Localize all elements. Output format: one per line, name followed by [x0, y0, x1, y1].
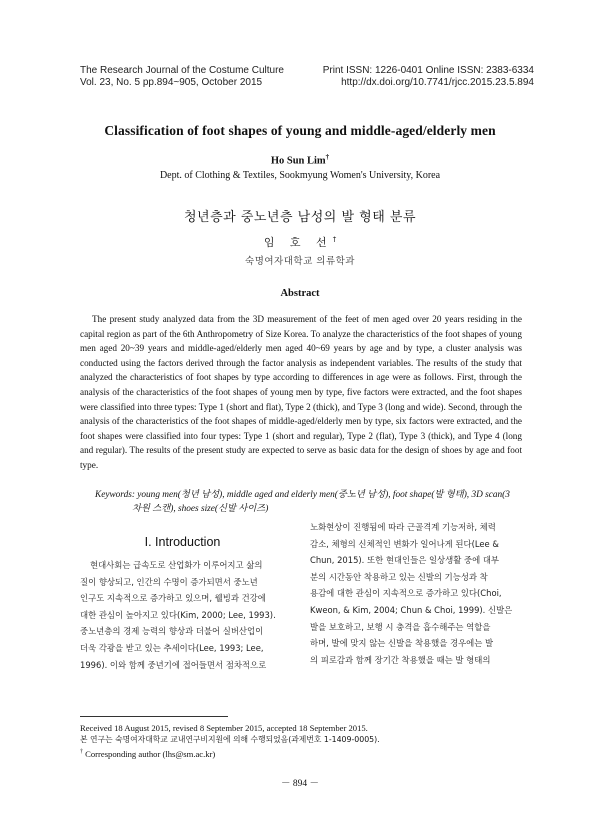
korean-author-mark: † — [332, 235, 337, 244]
keywords-line-2: 차원 스캔), shoes size(신발 사이즈) — [132, 504, 269, 514]
doi-link[interactable]: http://dx.doi.org/10.7741/rjcc.2015.23.5.894 — [341, 77, 534, 88]
section-heading-introduction: I. Introduction — [144, 535, 221, 549]
text-line: 감소, 체형의 신체적인 변화가 일어나게 된다(Lee & — [310, 538, 499, 549]
korean-affiliation: 숙명여자대학교 의류학과 — [245, 256, 355, 267]
text-line: 중노년층의 경제 능력의 향상과 더불어 실버산업이 — [80, 626, 264, 637]
journal-name: The Research Journal of the Costume Culture — [80, 65, 284, 76]
corresponding-mark: † — [80, 749, 83, 755]
keywords-line-1: Keywords: young men(청년 남성), middle aged and elderly men(중노년 남성), foot shape(발 형태), 3D scan(3 — [95, 490, 510, 500]
text-line: 의 피로감과 함께 장기간 착용했을 때는 발 형태의 — [310, 654, 491, 665]
text-line: 분의 시간동안 착용하고 있는 신발의 기능성과 착 — [310, 571, 488, 582]
paper-title: Classification of foot shapes of young and middle-aged/elderly men — [104, 123, 496, 138]
text-line: 발을 보호하고, 보행 시 충격을 흡수해주는 역할을 — [310, 621, 491, 632]
korean-author-line — [0, 234, 600, 250]
text-line: 대한 관심이 높아지고 있다(Kim, 2000; Lee, 1993). — [80, 609, 276, 620]
intro-right-column — [310, 519, 525, 668]
footnote-corresponding — [80, 746, 215, 760]
abstract-text: The present study analyzed data from the 3D measurement of the feet of men aged over 20 years residing in the capital region as part of the 6th Anthropometry of Size Korea. To analyze the characteristics of the foot shapes of young men aged 20~39 years and middle-aged/elderly men aged 40~69 years by age and by type, a cluster analysis was conducted using the factors derived through the factor analysis as independent variables. The results of the study that analyzed the characteristics of foot shapes by type according to differences in age were as follows. First, through the analysis of the characteristics of the foot shapes of young men by type, five factors were extracted, and the foot shapes were classified into three types: Type 1 (short and flat), Type 2 (thick), and Type 3 (long and wide). Second, through the analysis of the characteristics of the foot shapes of middle-aged/elderly men by type, six factors were extracted, and the foot shapes were classified into four types: Type 1 (short and regular), Type 2 (flat), Type 3 (thick), and Type 4 (long and regular). The results of the present study are expected to serve as basic data for the design of shoes by age and foot type. — [80, 314, 522, 470]
text-line: 하며, 발에 맞지 않는 신발을 착용했을 경우에는 발 — [310, 638, 494, 649]
running-header-right — [323, 65, 534, 89]
text-line: 더욱 각광을 받고 있는 추세이다(Lee, 1993; Lee, — [80, 642, 264, 653]
author-name: Ho Sun Lim — [270, 155, 326, 167]
corresponding-author: Corresponding author (lhs@sm.ac.kr) — [83, 748, 216, 759]
text-line: Chun, 2015). 또한 현대인들은 일상생활 중에 대부 — [310, 555, 500, 566]
text-line: 인구도 지속적으로 증가하고 있으며, 웰빙과 건강에 — [80, 593, 266, 604]
korean-author-name: 임 호 선 — [263, 236, 333, 249]
text-line: 현대사회는 급속도로 산업화가 이루어지고 삶의 — [90, 560, 263, 570]
keywords — [95, 488, 535, 516]
running-header-left — [80, 65, 284, 89]
issn-info: Print ISSN: 1226-0401 Online ISSN: 2383-6334 — [322, 65, 534, 76]
korean-title: 청년층과 중노년층 남성의 발 형태 분류 — [183, 210, 417, 225]
author-affiliation: Dept. of Clothing & Textiles, Sookmyung Women's University, Korea — [159, 170, 441, 181]
text-line: Kweon, & Kim, 2004; Chun & Choi, 1999). 신발은 — [310, 604, 513, 615]
footnote-received: Received 18 August 2015, revised 8 September 2015, accepted 18 September 2015. — [80, 723, 368, 733]
abstract-heading: Abstract — [280, 288, 320, 299]
text-line: 노화현상이 진행됨에 따라 근골격계 기능저하, 체력 — [310, 522, 496, 532]
journal-volume: Vol. 23, No. 5 pp.894~905, October 2015 — [80, 77, 263, 88]
author-line — [0, 153, 600, 167]
intro-left-column — [80, 557, 288, 673]
text-line: 질이 향상되고, 인간의 수명이 증가되면서 중노년 — [80, 576, 258, 587]
footnote-divider — [80, 716, 228, 717]
text-line: 용감에 대한 관심이 지속적으로 증가하고 있다(Choi, — [310, 588, 502, 599]
author-mark: † — [325, 153, 330, 161]
text-line: 1996). 이와 함께 중년기에 접어들면서 점차적으로 — [80, 659, 267, 670]
footnote-funding: 본 연구는 숙명여자대학교 교내연구비지원에 의해 수행되었음(과제번호 1-1409-0005). — [80, 735, 380, 744]
page-number: － 894 － — [280, 779, 319, 789]
